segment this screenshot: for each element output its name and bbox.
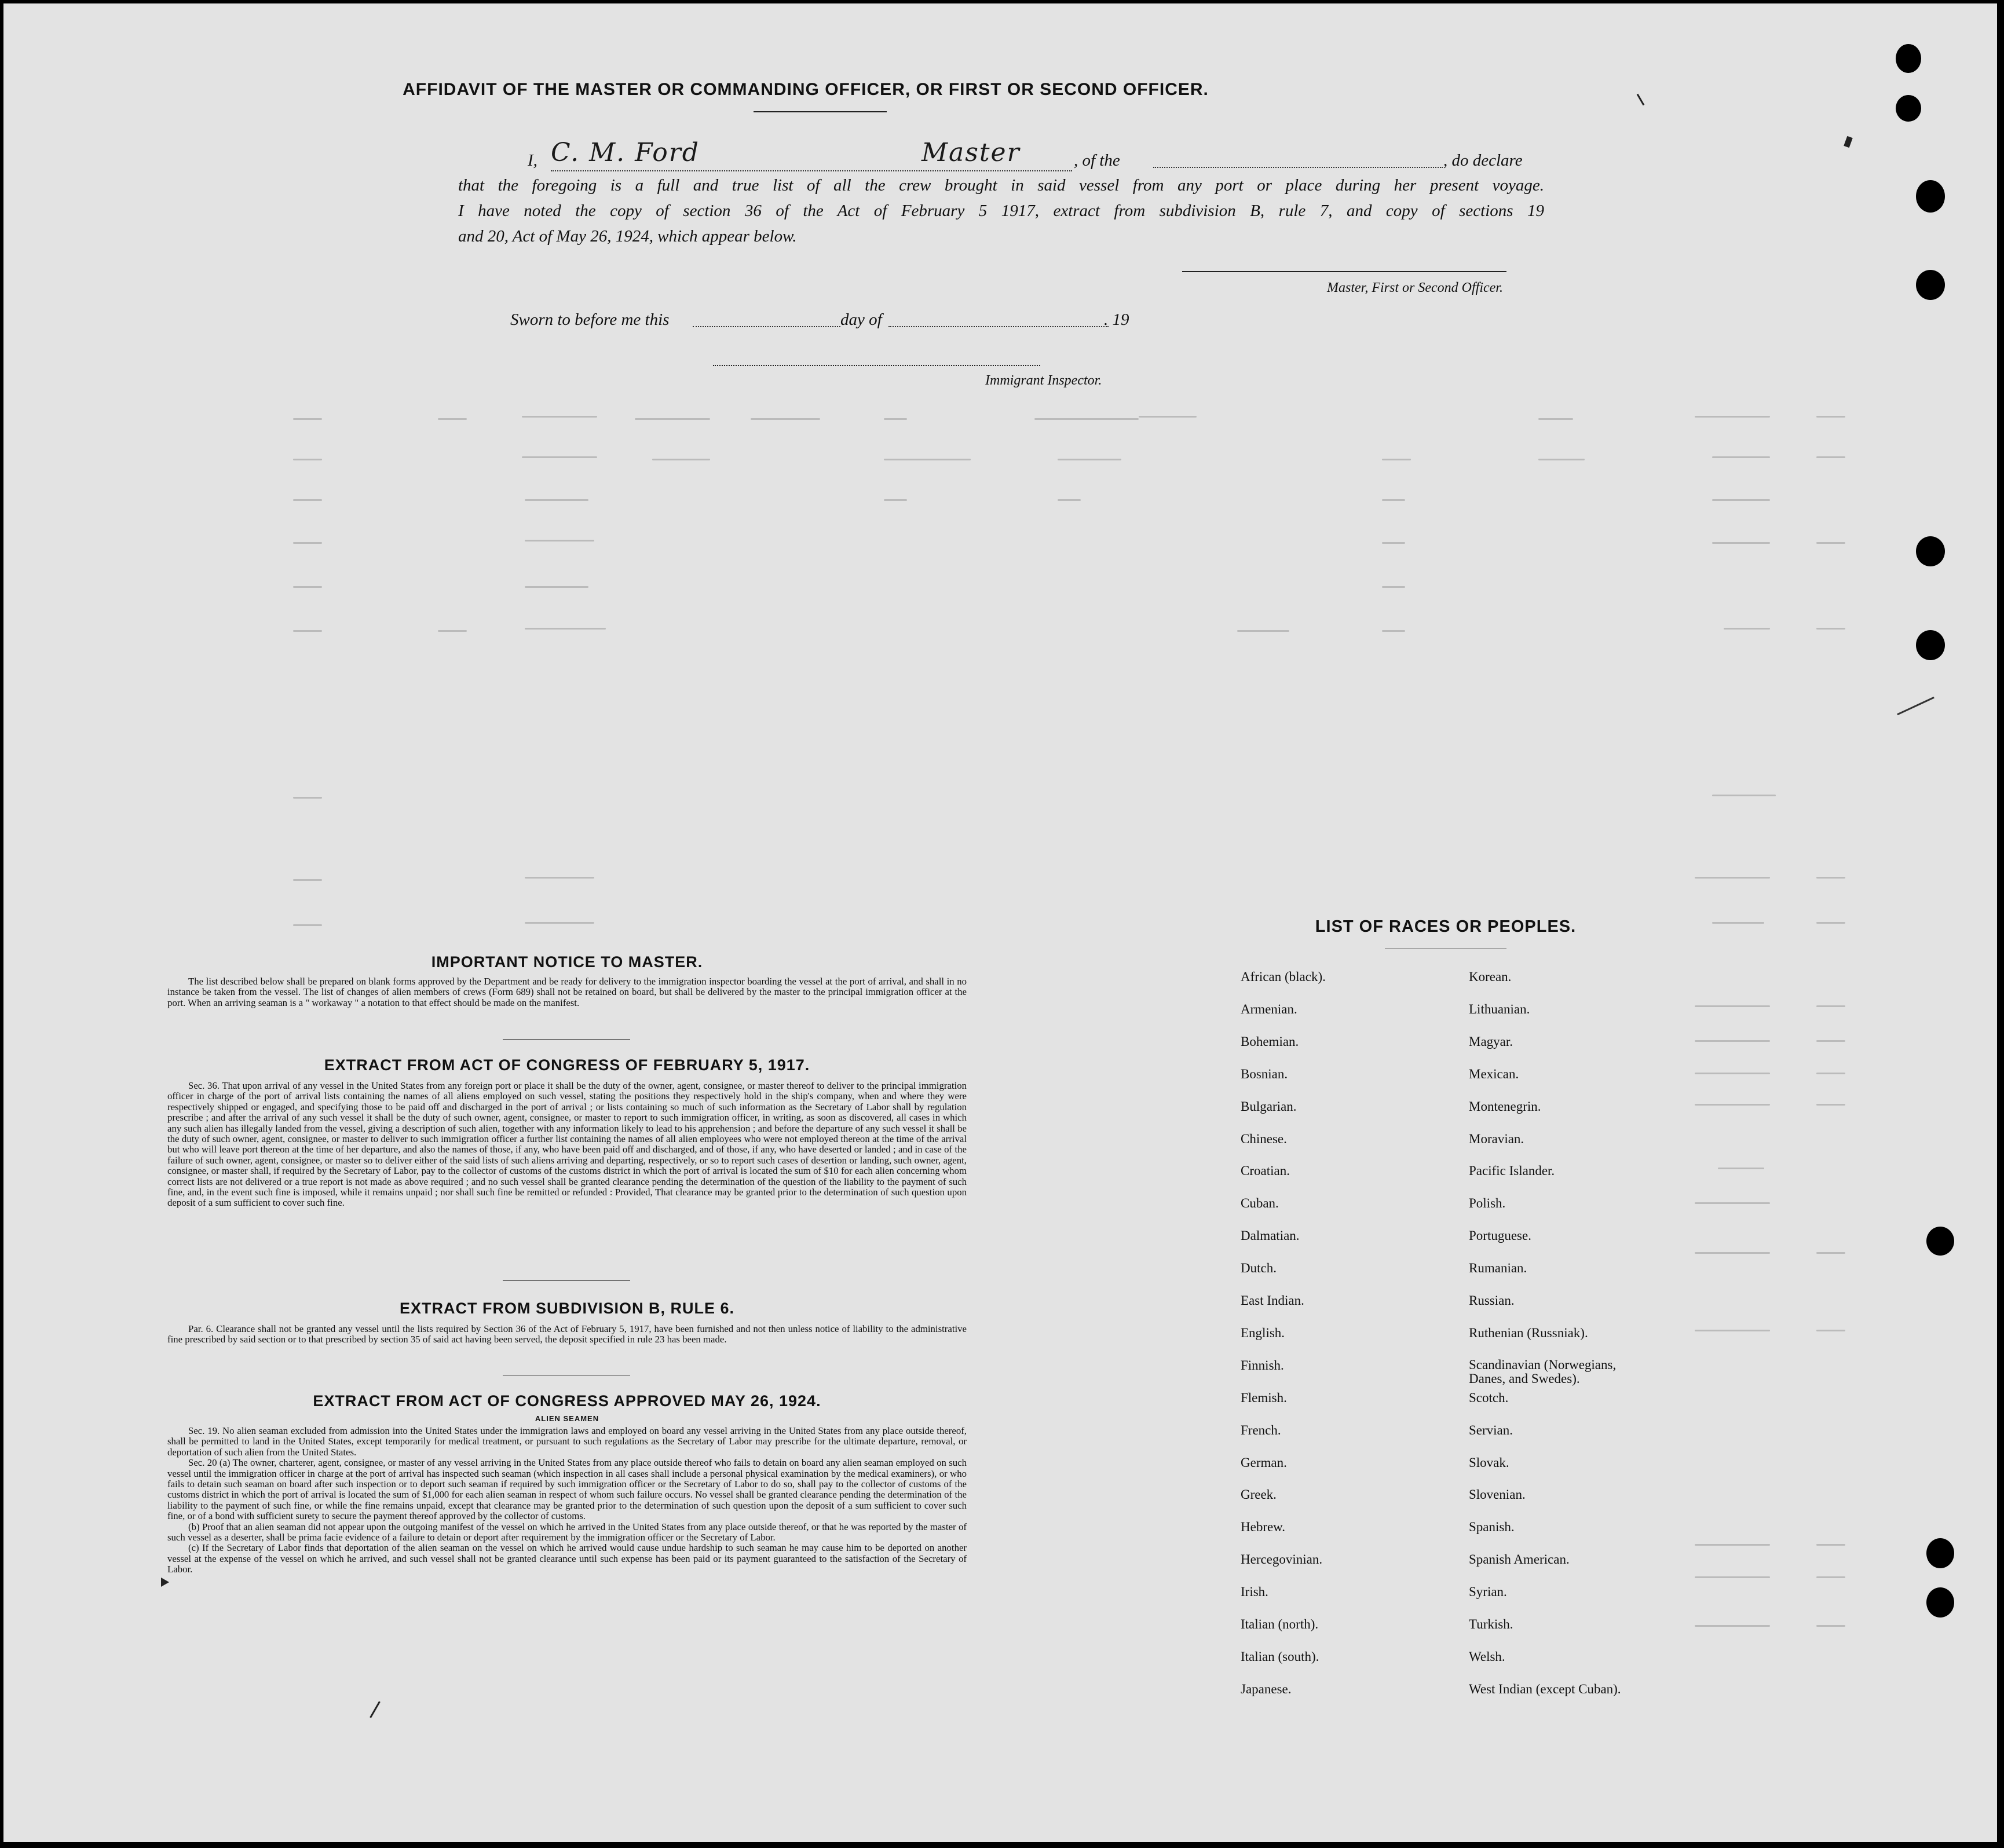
handwritten-name: C. M. Ford bbox=[551, 138, 700, 167]
race-item: Hercegovinian. bbox=[1241, 1552, 1323, 1567]
race-item: Portuguese. bbox=[1469, 1228, 1531, 1243]
stray-mark bbox=[370, 1701, 381, 1718]
race-item: Scandinavian (Norwegians, Danes, and Swedes). bbox=[1469, 1357, 1617, 1386]
race-item: African (black). bbox=[1241, 969, 1326, 984]
extract-1917-heading: EXTRACT FROM ACT OF CONGRESS OF FEBRUARY 5, 1917. bbox=[324, 1056, 810, 1074]
race-item: Polish. bbox=[1469, 1196, 1506, 1211]
extract-1917-divider bbox=[503, 1280, 630, 1281]
year-prefix: . 19 bbox=[1104, 310, 1129, 329]
document-page bbox=[3, 3, 1997, 1842]
race-item: Servian. bbox=[1469, 1422, 1513, 1437]
race-item: Japanese. bbox=[1241, 1681, 1292, 1696]
vessel-name-field[interactable] bbox=[1153, 167, 1443, 168]
race-item: Armenian. bbox=[1241, 1001, 1297, 1016]
race-item: West Indian (except Cuban). bbox=[1469, 1681, 1621, 1696]
binder-hole bbox=[1916, 536, 1945, 566]
handwritten-rank: Master bbox=[921, 138, 1021, 167]
sworn-label: Sworn to before me this bbox=[510, 310, 670, 329]
binder-hole bbox=[1926, 1538, 1954, 1568]
stray-mark bbox=[1897, 697, 1934, 715]
name-rank-line[interactable] bbox=[551, 170, 1072, 171]
rule-6-text bbox=[167, 1324, 967, 1345]
race-item: Cuban. bbox=[1241, 1196, 1279, 1211]
race-item: Syrian. bbox=[1469, 1584, 1507, 1600]
race-item: Italian (north). bbox=[1241, 1617, 1319, 1631]
extract-1924-text bbox=[167, 1426, 967, 1575]
officer-signature-line[interactable] bbox=[1182, 271, 1506, 272]
officer-caption: Master, First or Second Officer. bbox=[1327, 280, 1503, 295]
race-item: Ruthenian (Russniak). bbox=[1469, 1325, 1588, 1340]
race-item: Moravian. bbox=[1469, 1131, 1524, 1146]
race-item: Dalmatian. bbox=[1241, 1228, 1300, 1243]
stray-mark bbox=[161, 1578, 169, 1587]
race-item: Slovak. bbox=[1469, 1455, 1509, 1470]
binder-hole bbox=[1916, 270, 1945, 300]
race-item: Bohemian. bbox=[1241, 1034, 1299, 1049]
race-item: Greek. bbox=[1241, 1487, 1277, 1502]
race-item: Montenegrin. bbox=[1469, 1099, 1541, 1114]
race-item: Finnish. bbox=[1241, 1357, 1284, 1373]
race-item: Mexican. bbox=[1469, 1066, 1519, 1081]
race-item: Scotch. bbox=[1469, 1390, 1509, 1405]
race-item: Pacific Islander. bbox=[1469, 1163, 1555, 1179]
race-item: Spanish American. bbox=[1469, 1552, 1570, 1567]
race-item: Italian (south). bbox=[1241, 1649, 1319, 1664]
race-item: Bosnian. bbox=[1241, 1066, 1288, 1081]
race-item: Hebrew. bbox=[1241, 1520, 1286, 1535]
race-item: Dutch. bbox=[1241, 1261, 1277, 1276]
race-item: Spanish. bbox=[1469, 1520, 1515, 1535]
race-item: Turkish. bbox=[1469, 1617, 1513, 1631]
notice-heading: IMPORTANT NOTICE TO MASTER. bbox=[431, 953, 703, 971]
inspector-signature-line[interactable] bbox=[713, 365, 1040, 366]
race-item: German. bbox=[1241, 1455, 1287, 1470]
race-item: Slovenian. bbox=[1469, 1487, 1526, 1502]
race-item: French. bbox=[1241, 1422, 1281, 1437]
rule-6-heading: EXTRACT FROM SUBDIVISION B, RULE 6. bbox=[399, 1300, 735, 1317]
section-36-paragraph: Sec. 36. That upon arrival of any vessel in the United States from any foreign port or place it shall be the duty of the owner, agent, consignee, or master thereof to deliver to the principal immigration officer in charge of the port of arrival lists containing the names of all aliens employed on such vessel, stating the positions they respectively hold in the ship's company, when and where they were respectively shipped or engaged, and specifying those to be paid off and discharged in the port of arrival ; or lists containing so much of such information as the Secretary of Labor shall by regulation prescribe ; and after the arrival of any such vessel it shall be the duty of such owner, agent, consignee, or master to report to such immigration officer, in writing, as soon as discovered, all cases in which any such alien has illegally landed from the vessel, giving a description of such alien, together with any information likely to lead to his apprehension ; and before the departure of any such vessel it shall be the duty of such owner, agent, consignee, or master to deliver to such immigration officer a further list containing the names of all alien employees who were not employed thereon at the time of the arrival but who will leave port thereon at the time of her departure, and also the names of those, if any, who have been paid off and discharged, and of those, if any, who have deserted or landed ; and in case of the failure of such owner, agent, consignee, or master so to deliver either of the said lists of such aliens arriving and departing, respectively, or so to report such cases of desertion or landing, such owner, agent, consignee, or master shall, if required by the Secretary of Labor, pay to the collector of customs of the customs district in which the port of arrival is located the sum of $10 for each alien concerning whom correct lists are not delivered or a true report is not made as above required ; and no such vessel shall be granted clearance pending the determination of the question of the liability to the payment of such fine, and, in the event such fine is imposed, while it remains unpaid ; nor shall such fine be remitted or refunded : Provided, That clearance may be granted prior to the determination of such question upon deposit of a sum sufficient to cover such fine. bbox=[167, 1080, 967, 1209]
declaration-line-4: and 20, Act of May 26, 1924, which appear below. bbox=[458, 227, 797, 246]
binder-hole bbox=[1916, 630, 1945, 660]
notice-paragraph: The list described below shall be prepared on blank forms approved by the Department and be ready for delivery to the immigration inspector boarding the vessel at the port of arrival, and shall in no instance be taken from the vessel. The list of changes of alien members of crews (Form 689) shall not be retained on board, but shall be delivered by the master to the principal immigration officer at the port. When an arriving seaman is a " workaway " a notation to that effect should be made on the manifest. bbox=[167, 976, 967, 1008]
binder-hole bbox=[1896, 44, 1921, 73]
stray-mark bbox=[1844, 136, 1853, 148]
race-item: Bulgarian. bbox=[1241, 1099, 1297, 1114]
inspector-caption: Immigrant Inspector. bbox=[985, 373, 1102, 388]
declaration-i-label: I, bbox=[528, 151, 537, 170]
race-item: Magyar. bbox=[1469, 1034, 1513, 1049]
title-underline bbox=[754, 111, 887, 112]
affidavit-title: AFFIDAVIT OF THE MASTER OR COMMANDING OFFICER, OR FIRST OR SECOND OFFICER. bbox=[403, 80, 1209, 99]
race-item: Korean. bbox=[1469, 969, 1512, 984]
race-item: Irish. bbox=[1241, 1584, 1268, 1600]
binder-hole bbox=[1926, 1227, 1954, 1256]
race-item: Russian. bbox=[1469, 1293, 1515, 1308]
notice-divider bbox=[503, 1039, 630, 1040]
race-item: Lithuanian. bbox=[1469, 1001, 1530, 1016]
binder-hole bbox=[1926, 1587, 1954, 1618]
do-declare-label: , do declare bbox=[1443, 151, 1523, 170]
race-item: East Indian. bbox=[1241, 1293, 1304, 1308]
binder-hole bbox=[1916, 180, 1945, 213]
extract-1917-text bbox=[167, 1081, 967, 1209]
section-20a-paragraph: Sec. 20 (a) The owner, charterer, agent, consignee, or master of any vessel arriving in the United States from any place outside thereof who fails to detain on board any alien seaman employed on such vessel until the immigration officer in charge at the port of arrival has inspected such seaman (which inspection in all cases shall include a personal physical examination by the medical examiners), or who fails to detain such seaman on board after such inspection or to deport such seaman if required by such immigration officer or the Secretary of Labor to do so, shall pay to the collector of customs of the customs district in which the port of arrival is located the sum of $1,000 for each alien seaman in respect of whom such failure occurs. No vessel shall be granted clearance pending the determination of the liability to the payment of such fine, or while the fine remains unpaid, except that clearance may be granted prior to the determination of such question upon the deposit of a sum sufficient to cover such fine, or of a bond with sufficient surety to secure the payment thereof approved by the collector of customs. bbox=[167, 1457, 967, 1522]
races-heading: LIST OF RACES OR PEOPLES. bbox=[1315, 917, 1577, 936]
stray-mark bbox=[1637, 94, 1645, 106]
race-item: Flemish. bbox=[1241, 1390, 1287, 1405]
day-of-label: day of bbox=[840, 310, 882, 329]
extract-1924-heading: EXTRACT FROM ACT OF CONGRESS APPROVED MAY 26, 1924. bbox=[313, 1392, 821, 1410]
race-item: English. bbox=[1241, 1325, 1285, 1340]
declaration-line-3: I have noted the copy of section 36 of the Act of February 5 1917, extract from subdivision B, rule 7, and copy of sections 19 bbox=[458, 202, 1544, 220]
race-item: Chinese. bbox=[1241, 1131, 1287, 1146]
binder-hole bbox=[1896, 95, 1921, 122]
race-item: Rumanian. bbox=[1469, 1261, 1527, 1276]
race-item: Welsh. bbox=[1469, 1649, 1505, 1664]
section-20c-paragraph: (c) If the Secretary of Labor finds that deportation of the alien seaman on the vessel on which he arrived would cause undue hardship to such seaman he may cause him to be deported on another vessel at the expense of the vessel on which he arrived, and such vessel shall not be granted clearance until such expense has been paid or its payment guaranteed to the satisfaction of the Secretary of Labor. bbox=[167, 1542, 967, 1575]
paragraph-6: Par. 6. Clearance shall not be granted any vessel until the lists required by Section 36 of the Act of February 5, 1917, have been furnished and not then unless notice of liability to the administrative fine prescribed by said section or to that prescribed by section 35 of said act having been served, the deposit specified in rule 23 has been made. bbox=[167, 1323, 967, 1345]
notice-text bbox=[167, 976, 967, 1008]
declaration-line-2: that the foregoing is a full and true list of all the crew brought in said vessel from any port or place during her present voyage. bbox=[458, 176, 1544, 195]
alien-seamen-subheading: ALIEN SEAMEN bbox=[535, 1414, 599, 1423]
section-19-paragraph: Sec. 19. No alien seaman excluded from admission into the United States under the immigration laws and employed on board any vessel arriving in the United States from any place outside thereof, shall be permitted to land in the United States, except temporarily for medical treatment, or pursuant to such regulations as the Secretary of Labor may prescribe for the ultimate departure, removal, or deportation of such alien from the United States. bbox=[167, 1425, 967, 1458]
section-20b-paragraph: (b) Proof that an alien seaman did not appear upon the outgoing manifest of the vessel on which he arrived in the United States from any place outside thereof, or that he was reported by the master of such vessel as a deserter, shall be prima facie evidence of a failure to detain or deport after requirement by the immigration officer or the Secretary of Labor. bbox=[167, 1521, 967, 1543]
race-item: Croatian. bbox=[1241, 1163, 1290, 1179]
sworn-month-field[interactable] bbox=[888, 326, 1109, 327]
sworn-day-field[interactable] bbox=[693, 326, 840, 327]
of-the-label: , of the bbox=[1074, 151, 1120, 170]
